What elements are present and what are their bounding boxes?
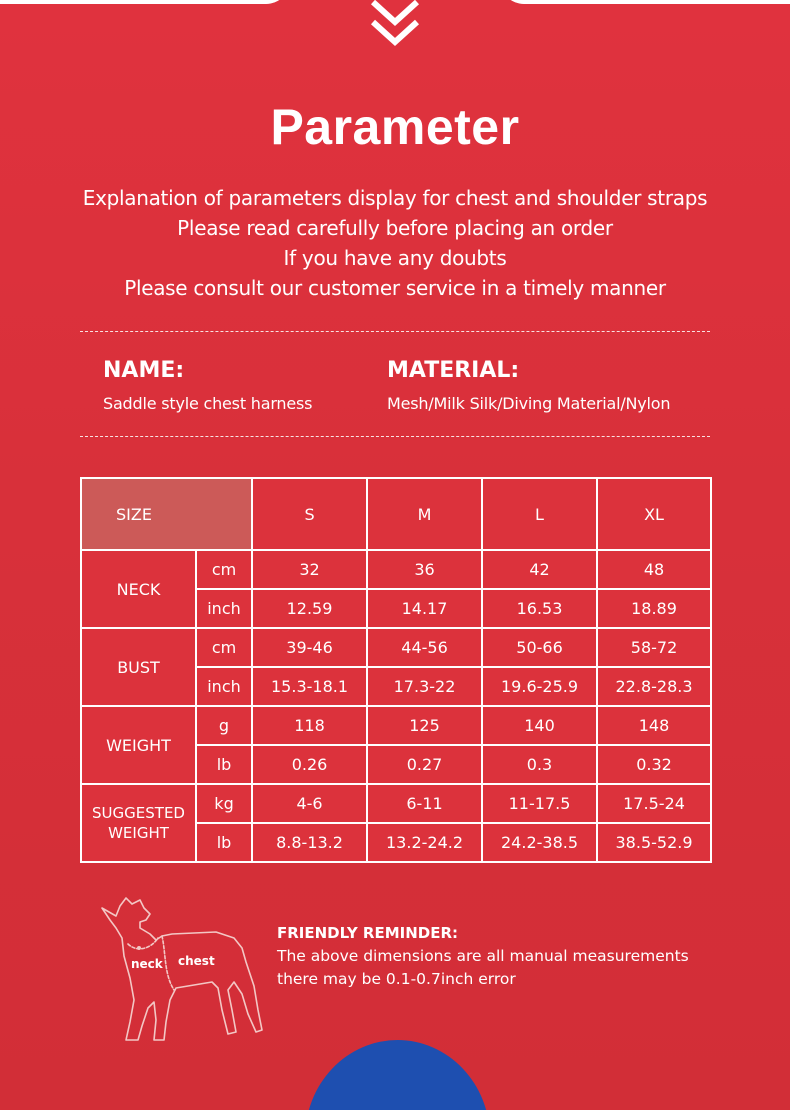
- unit-cell: kg: [196, 784, 252, 823]
- value-cell: 17.3-22: [367, 667, 482, 706]
- value-cell: 32: [252, 550, 367, 589]
- group-label-line: SUGGESTED: [92, 804, 185, 822]
- value-cell: 8.8-13.2: [252, 823, 367, 862]
- value-cell: 22.8-28.3: [597, 667, 711, 706]
- value-cell: 13.2-24.2: [367, 823, 482, 862]
- value-cell: 19.6-25.9: [482, 667, 597, 706]
- value-cell: 118: [252, 706, 367, 745]
- size-column-header: M: [367, 478, 482, 550]
- reminder-line: The above dimensions are all manual measurements: [277, 947, 689, 965]
- unit-cell: inch: [196, 667, 252, 706]
- value-cell: 44-56: [367, 628, 482, 667]
- value-cell: 48: [597, 550, 711, 589]
- value-cell: 39-46: [252, 628, 367, 667]
- reminder-title: FRIENDLY REMINDER:: [277, 924, 459, 942]
- top-tab-right: [500, 0, 790, 4]
- value-cell: 148: [597, 706, 711, 745]
- unit-cell: g: [196, 706, 252, 745]
- unit-cell: cm: [196, 550, 252, 589]
- unit-cell: lb: [196, 823, 252, 862]
- intro-line: Please read carefully before placing an order: [177, 216, 613, 240]
- row-group-bust: BUST: [81, 628, 196, 706]
- intro-line: Explanation of parameters display for chest and shoulder straps: [82, 186, 708, 210]
- value-cell: 58-72: [597, 628, 711, 667]
- reminder-line: there may be 0.1-0.7inch error: [277, 970, 516, 988]
- unit-cell: lb: [196, 745, 252, 784]
- size-header-row: [81, 478, 711, 550]
- chest-label: chest: [178, 954, 215, 968]
- table-row: [81, 706, 711, 745]
- value-cell: 12.59: [252, 589, 367, 628]
- value-cell: 14.17: [367, 589, 482, 628]
- group-label-line: WEIGHT: [108, 824, 169, 842]
- page-title: Parameter: [270, 99, 520, 155]
- value-cell: 38.5-52.9: [597, 823, 711, 862]
- value-cell: 50-66: [482, 628, 597, 667]
- value-cell: 140: [482, 706, 597, 745]
- dog-outline-icon: [96, 890, 266, 1050]
- unit-cell: cm: [196, 628, 252, 667]
- table-row: [81, 550, 711, 589]
- row-group-weight: WEIGHT: [81, 706, 196, 784]
- value-cell: 6-11: [367, 784, 482, 823]
- value-cell: 4-6: [252, 784, 367, 823]
- divider-bottom: [80, 436, 710, 437]
- value-cell: 0.3: [482, 745, 597, 784]
- unit-cell: inch: [196, 589, 252, 628]
- size-column-header: L: [482, 478, 597, 550]
- value-cell: 0.32: [597, 745, 711, 784]
- name-value: Saddle style chest harness: [103, 394, 313, 413]
- value-cell: 0.26: [252, 745, 367, 784]
- table-row: [81, 784, 711, 823]
- value-cell: 17.5-24: [597, 784, 711, 823]
- neck-label: neck: [131, 957, 163, 971]
- value-cell: 16.53: [482, 589, 597, 628]
- intro-text: [0, 183, 790, 303]
- size-column-header: S: [252, 478, 367, 550]
- size-table: [80, 477, 712, 863]
- value-cell: 24.2-38.5: [482, 823, 597, 862]
- row-group-neck: NECK: [81, 550, 196, 628]
- value-cell: 15.3-18.1: [252, 667, 367, 706]
- value-cell: 125: [367, 706, 482, 745]
- value-cell: 11-17.5: [482, 784, 597, 823]
- top-tab-left: [0, 0, 290, 4]
- material-label: MATERIAL:: [387, 358, 520, 383]
- bottom-accent-shape: [305, 1040, 490, 1110]
- size-column-header: XL: [597, 478, 711, 550]
- value-cell: 36: [367, 550, 482, 589]
- value-cell: 42: [482, 550, 597, 589]
- row-group-suggested-weight: [81, 784, 196, 862]
- name-label: NAME:: [103, 358, 185, 383]
- divider-top: [80, 331, 710, 332]
- value-cell: 18.89: [597, 589, 711, 628]
- material-value: Mesh/Milk Silk/Diving Material/Nylon: [387, 394, 671, 413]
- table-row: [81, 628, 711, 667]
- intro-line: If you have any doubts: [283, 246, 507, 270]
- double-chevron-down-icon: [365, 0, 425, 50]
- value-cell: 0.27: [367, 745, 482, 784]
- intro-line: Please consult our customer service in a timely manner: [124, 276, 666, 300]
- size-header: SIZE: [81, 478, 252, 550]
